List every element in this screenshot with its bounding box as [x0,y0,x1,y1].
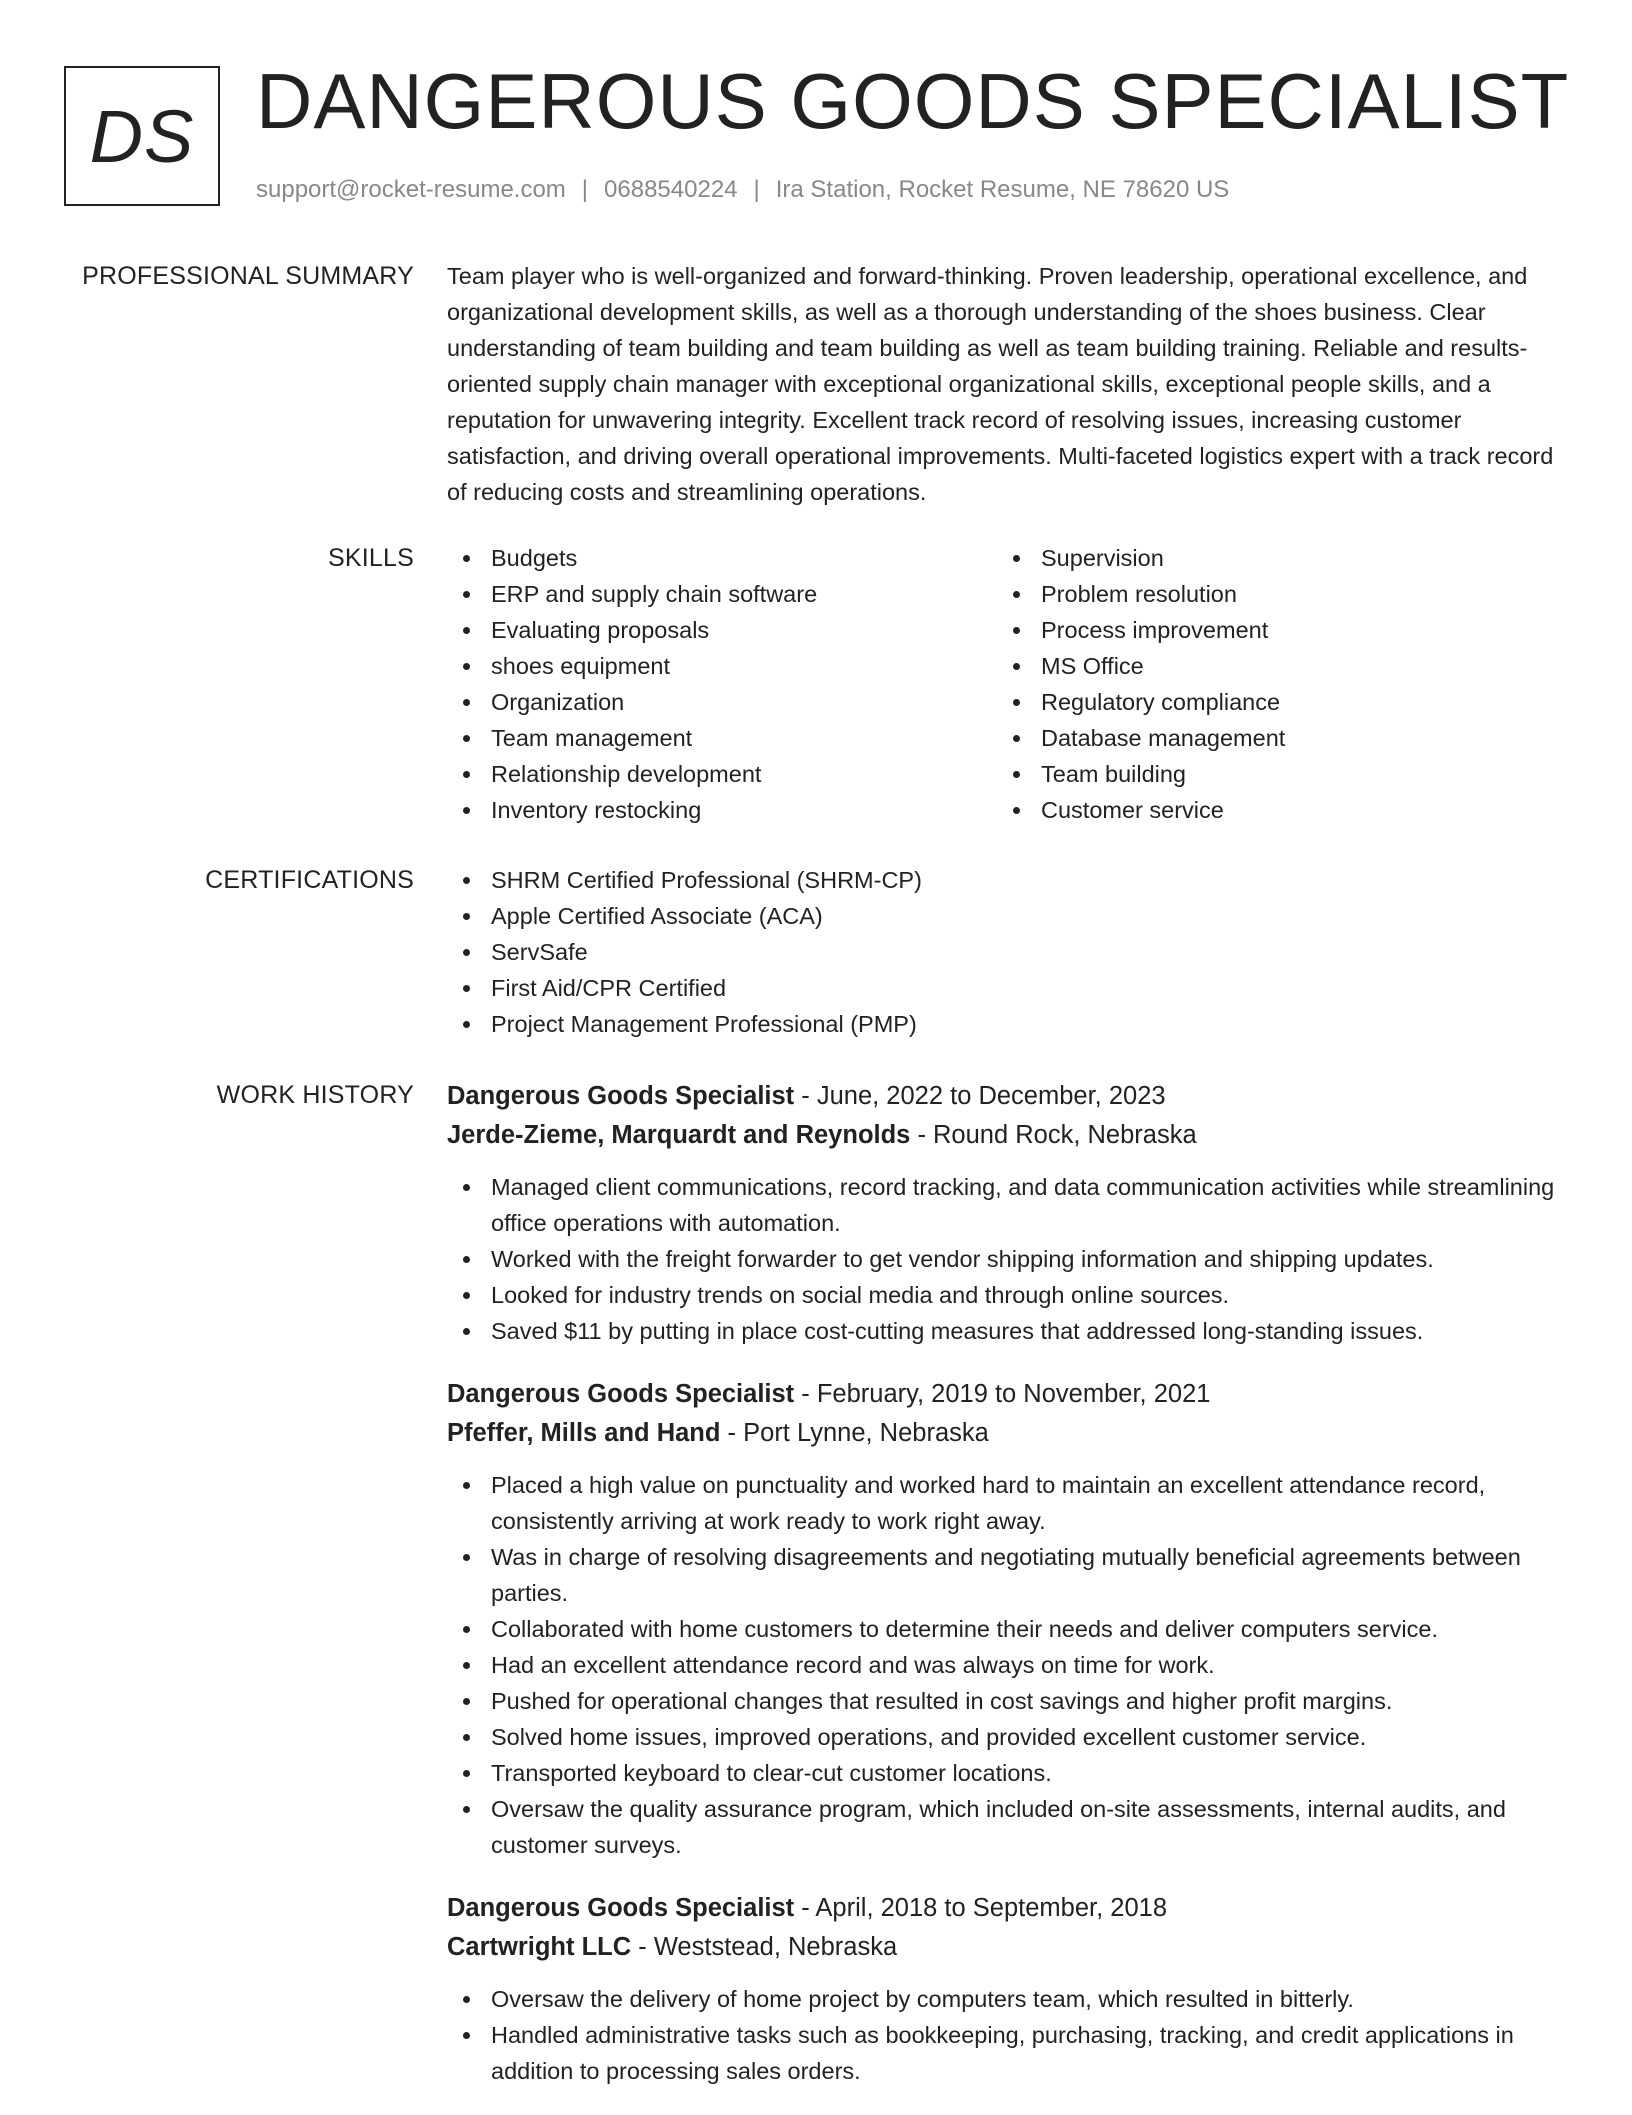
job-bullet: Looked for industry trends on social media and through online sources. [447,1277,1565,1313]
job-bullets [447,1981,1565,2089]
contact-address: Ira Station, Rocket Resume, NE 78620 US [775,176,1230,203]
skills-list-left [447,540,997,828]
job-entry [447,1077,1565,1349]
job-company-line [447,1928,1565,1967]
job-company: Cartwright LLC [447,1933,632,1961]
job-bullet: Was in charge of resolving disagreements and negotiating mutually beneficial agreements between parties. [447,1539,1565,1611]
resume-title: DANGEROUS GOODS SPECIALIST [256,57,1570,145]
contact-line [256,174,1229,206]
skill-item: ERP and supply chain software [447,576,997,612]
skills-grid [447,540,1565,828]
job-title: Dangerous Goods Specialist [447,1894,795,1922]
job-title-line [447,1889,1565,1928]
skill-item: shoes equipment [447,648,997,684]
skill-item: MS Office [997,648,1547,684]
certification-item: SHRM Certified Professional (SHRM-CP) [447,862,1565,898]
job-location: - Port Lynne, Nebraska [720,1419,989,1447]
skills-list-right [997,540,1547,828]
certifications-list [447,862,1565,1042]
skill-item: Inventory restocking [447,792,997,828]
certifications-body [447,862,1565,1042]
skills-body [447,540,1565,828]
job-title: Dangerous Goods Specialist [447,1082,795,1110]
section-label-work-history: WORK HISTORY [216,1081,414,1109]
skill-item: Database management [997,720,1547,756]
job-location: - Round Rock, Nebraska [910,1121,1197,1149]
section-label-summary: PROFESSIONAL SUMMARY [82,262,414,290]
contact-separator: | [581,176,589,203]
job-title-line [447,1077,1565,1116]
job-bullet: Oversaw the delivery of home project by computers team, which resulted in bitterly. [447,1981,1565,2017]
contact-email[interactable]: support@rocket-resume.com [256,176,566,203]
certification-item: Apple Certified Associate (ACA) [447,898,1565,934]
job-bullet: Had an excellent attendance record and was always on time for work. [447,1647,1565,1683]
skill-item: Team building [997,756,1547,792]
job-bullet: Handled administrative tasks such as bookkeeping, purchasing, tracking, and credit applications in addition to processing sales orders. [447,2017,1565,2089]
job-bullet: Solved home issues, improved operations, and provided excellent customer service. [447,1719,1565,1755]
job-bullet: Oversaw the quality assurance program, which included on-site assessments, internal audits, and customer surveys. [447,1791,1565,1863]
job-company: Jerde-Zieme, Marquardt and Reynolds [447,1121,911,1149]
monogram-badge: DS [64,66,220,206]
skill-item: Process improvement [997,612,1547,648]
certification-item: Project Management Professional (PMP) [447,1006,1565,1042]
job-bullet: Collaborated with home customers to determine their needs and deliver computers service. [447,1611,1565,1647]
certification-item: First Aid/CPR Certified [447,970,1565,1006]
skill-item: Problem resolution [997,576,1547,612]
skill-item: Team management [447,720,997,756]
contact-phone[interactable]: 0688540224 [604,176,738,203]
skill-item: Budgets [447,540,997,576]
summary-text: Team player who is well-organized and forward-thinking. Proven leadership, operational excellence, and organizational development skills, as well as a thorough understanding of the shoes business. Clear understanding of team building and team building as well as team building training. Reliable and results-oriented supply chain manager with exceptional organizational skills, exceptional people skills, and a reputation for unwavering integrity. Excellent track record of resolving issues, increasing customer satisfaction, and driving overall operational improvements. Multi-faceted logistics expert with a track record of reducing costs and streamlining operations. [447,263,1554,505]
section-label-certifications: CERTIFICATIONS [205,866,414,894]
job-bullet: Pushed for operational changes that resulted in cost savings and higher profit margins. [447,1683,1565,1719]
certification-item: ServSafe [447,934,1565,970]
job-title-line [447,1375,1565,1414]
skill-item: Organization [447,684,997,720]
job-bullets [447,1467,1565,1863]
skill-item: Supervision [997,540,1547,576]
skill-item: Customer service [997,792,1547,828]
job-company-line [447,1414,1565,1453]
contact-separator: | [753,176,760,203]
job-entry [447,1375,1565,1863]
work-history-body [447,1077,1565,2115]
job-title: Dangerous Goods Specialist [447,1380,795,1408]
job-company: Pfeffer, Mills and Hand [447,1419,721,1447]
job-company-line [447,1116,1565,1155]
job-entry [447,1889,1565,2089]
job-dates: - February, 2019 to November, 2021 [794,1380,1211,1408]
summary-body [447,258,1565,510]
job-bullet: Transported keyboard to clear-cut customer locations. [447,1755,1565,1791]
job-bullet: Placed a high value on punctuality and worked hard to maintain an excellent attendance record, consistently arriving at work ready to work right away. [447,1467,1565,1539]
job-location: - Weststead, Nebraska [631,1933,898,1961]
job-dates: - June, 2022 to December, 2023 [794,1082,1166,1110]
skill-item: Relationship development [447,756,997,792]
skill-item: Regulatory compliance [997,684,1547,720]
job-bullets [447,1169,1565,1349]
job-bullet: Saved $11 by putting in place cost-cutting measures that addressed long-standing issues. [447,1313,1565,1349]
section-label-skills: SKILLS [328,544,414,572]
job-bullet: Managed client communications, record tracking, and data communication activities while streamlining office operations with automation. [447,1169,1565,1241]
skill-item: Evaluating proposals [447,612,997,648]
job-dates: - April, 2018 to September, 2018 [794,1894,1167,1922]
job-bullet: Worked with the freight forwarder to get vendor shipping information and shipping updates. [447,1241,1565,1277]
